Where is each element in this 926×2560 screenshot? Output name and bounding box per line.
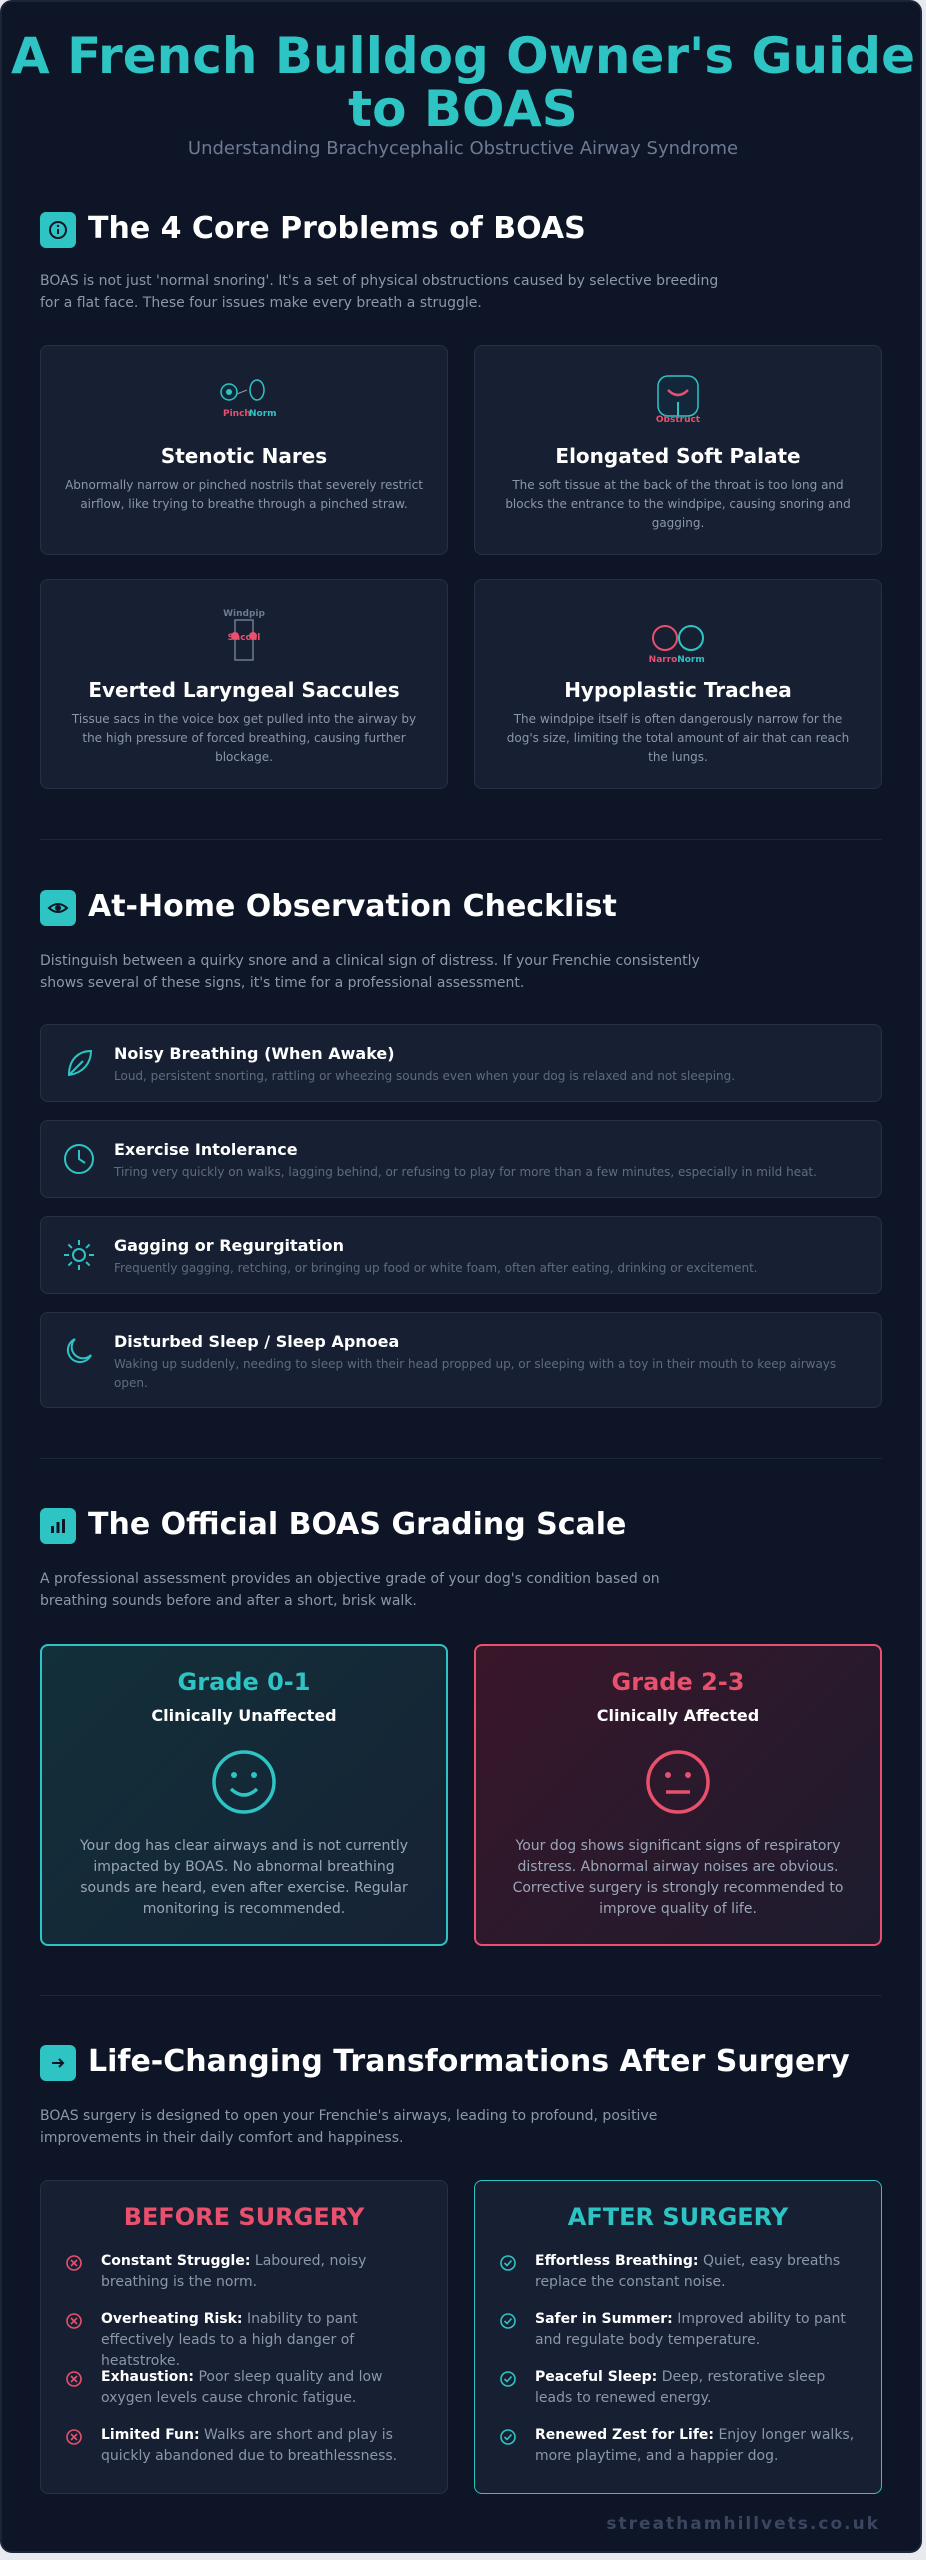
- footer-site-link[interactable]: streathamhillvets.co.uk: [606, 2514, 880, 2534]
- before-item-detail: Walks are short and play is quickly abandoned due to breathlessness.: [101, 2427, 398, 2464]
- problem-title: Stenotic Nares: [160, 444, 328, 468]
- check-circle-icon: [499, 2370, 517, 2392]
- arrow-right-icon: [40, 2045, 76, 2081]
- after-surgery-card: [474, 2180, 882, 2494]
- after-item-text: [535, 2309, 857, 2351]
- x-circle-icon: [65, 2370, 83, 2392]
- eye-icon: [40, 890, 76, 926]
- page-subtitle: Understanding Brachycephalic Obstructive Airway Syndrome: [187, 138, 739, 159]
- check-circle-icon: [499, 2428, 517, 2450]
- before-item-text: [101, 2309, 423, 2372]
- trachea-icon-label-narrow: Narro: [648, 655, 678, 665]
- check-circle-icon: [499, 2254, 517, 2276]
- x-circle-icon: [65, 2312, 83, 2334]
- after-surgery-title: AFTER SURGERY: [567, 2203, 789, 2231]
- neutral-face-icon: [644, 1748, 712, 1820]
- checklist-item-title: Disturbed Sleep / Sleep Apnoea: [114, 1332, 400, 1351]
- larynx-icon-label-windpipe: Windpip: [223, 609, 265, 619]
- before-item-label: Constant Struggle:: [101, 2253, 251, 2269]
- grade-title: Grade 2-3: [611, 1668, 745, 1696]
- section-intro-grading: A professional assessment provides an objective grade of your dog's condition based on breathing sounds before and after a short, brisk walk.: [40, 1571, 660, 1609]
- problem-description: Abnormally narrow or pinched nostrils that severely restrict airflow, like trying to breathe through a pinched straw.: [65, 478, 423, 511]
- problem-title: Hypoplastic Trachea: [564, 678, 792, 702]
- section-heading-checklist: At-Home Observation Checklist: [88, 889, 617, 924]
- checklist-item-title: Gagging or Regurgitation: [114, 1236, 344, 1255]
- grade-description: Your dog shows significant signs of respiratory distress. Abnormal airway noises are obvious. Corrective surgery is strongly recommended to improve quality of life.: [512, 1838, 844, 1917]
- problem-card-hypoplastic-trachea: [474, 579, 882, 789]
- trachea-icon-label-norm: Norm: [677, 655, 705, 665]
- section-heading-transformations: Life-Changing Transformations After Surgery: [88, 2044, 850, 2079]
- check-circle-icon: [499, 2312, 517, 2334]
- checklist-item-title: Noisy Breathing (When Awake): [114, 1044, 395, 1063]
- grade-subtitle: Clinically Affected: [596, 1706, 760, 1725]
- wind-icon: [61, 1045, 97, 1085]
- after-item-label: Peaceful Sleep:: [535, 2369, 658, 2385]
- nostrils-icon-label-pinch: Pinch: [223, 409, 251, 419]
- after-item-text: [535, 2251, 857, 2293]
- section-divider: [40, 1458, 882, 1459]
- section-heading-grading: The Official BOAS Grading Scale: [88, 1507, 627, 1542]
- section-intro-core-problems: BOAS is not just 'normal snoring'. It's a set of physical obstructions caused by selective breeding for a flat face. These four issues make every breath a struggle.: [40, 273, 719, 311]
- before-item-label: Exhaustion:: [101, 2369, 194, 2385]
- after-item-label: Renewed Zest for Life:: [535, 2427, 714, 2443]
- grade-title: Grade 0-1: [177, 1668, 311, 1696]
- checklist-item: [40, 1312, 882, 1408]
- title-line-1: A French Bulldog Owner's Guide: [10, 27, 915, 85]
- page-title: [2, 27, 924, 138]
- grade-subtitle: Clinically Unaffected: [151, 1706, 337, 1725]
- after-item-label: Effortless Breathing:: [535, 2253, 699, 2269]
- grade-card-affected: [474, 1644, 882, 1946]
- checklist-item-description: Frequently gagging, retching, or bringing up food or white foam, often after eating, drinking or excitement.: [114, 1261, 758, 1275]
- problem-card-everted-laryngeal-saccules: [40, 579, 448, 789]
- x-circle-icon: [65, 2254, 83, 2276]
- checklist-item: [40, 1120, 882, 1198]
- problem-card-stenotic-nares: [40, 345, 448, 555]
- after-item-detail: Enjoy longer walks, more playtime, and a happier dog.: [535, 2427, 855, 2464]
- nostrils-icon: [209, 372, 279, 426]
- section-divider: [40, 1995, 882, 1996]
- problem-title: Elongated Soft Palate: [555, 444, 801, 468]
- problem-title: Everted Laryngeal Saccules: [88, 678, 400, 702]
- section-intro-transformations: BOAS surgery is designed to open your Frenchie's airways, leading to profound, positive improvements in their daily comfort and happiness.: [40, 2108, 658, 2146]
- grade-card-unaffected: [40, 1644, 448, 1946]
- before-item-label: Limited Fun:: [101, 2427, 200, 2443]
- before-item-detail: Laboured, noisy breathing is the norm.: [101, 2253, 367, 2290]
- before-item-detail: Inability to pant effectively leads to a high danger of heatstroke.: [101, 2311, 358, 2369]
- checklist-item-description: Loud, persistent snorting, rattling or wheezing sounds even when your dog is relaxed and not sleeping.: [114, 1069, 736, 1083]
- soft-palate-icon: [643, 372, 713, 432]
- larynx-icon-label-saccules: Saccul: [227, 633, 261, 643]
- problem-description: The soft tissue at the back of the throat is too long and blocks the entrance to the windpipe, causing snoring and gagging.: [505, 478, 851, 530]
- checklist-item-description: Waking up suddenly, needing to sleep with their head propped up, or sleeping with a toy in their mouth to keep airways open.: [114, 1357, 837, 1390]
- section-divider: [40, 839, 882, 840]
- before-item-text: [101, 2251, 423, 2293]
- title-line-2: to BOAS: [348, 80, 578, 138]
- before-surgery-card: [40, 2180, 448, 2494]
- problem-description: The windpipe itself is often dangerously narrow for the dog's size, limiting the total amount of air that can reach the lungs.: [506, 712, 850, 764]
- checklist-item-title: Exercise Intolerance: [114, 1140, 298, 1159]
- after-item-label: Safer in Summer:: [535, 2311, 673, 2327]
- before-surgery-title: BEFORE SURGERY: [123, 2203, 365, 2231]
- checklist-item: [40, 1216, 882, 1294]
- after-item-detail: Quiet, easy breaths replace the constant noise.: [535, 2253, 841, 2290]
- after-item-text: [535, 2425, 857, 2467]
- section-heading-core-problems: The 4 Core Problems of BOAS: [88, 211, 586, 246]
- sun-icon: [61, 1237, 97, 1277]
- soft-palate-icon-label: Obstruct: [655, 415, 701, 425]
- larynx-icon: [209, 606, 279, 670]
- before-item-text: [101, 2425, 423, 2467]
- smile-icon: [210, 1748, 278, 1820]
- nostrils-icon-label-norm: Norm: [249, 409, 277, 419]
- info-icon: [40, 212, 76, 248]
- grade-description: Your dog has clear airways and is not currently impacted by BOAS. No abnormal breathing sounds are heard, even after exercise. Regular monitoring is recommended.: [79, 1838, 409, 1917]
- after-item-detail: Improved ability to pant and regulate body temperature.: [535, 2311, 846, 2348]
- x-circle-icon: [65, 2428, 83, 2450]
- problem-card-elongated-soft-palate: [474, 345, 882, 555]
- clock-icon: [61, 1141, 97, 1181]
- bar-chart-icon: [40, 1508, 76, 1544]
- problem-description: Tissue sacs in the voice box get pulled into the airway by the high pressure of forced breathing, causing further blockage.: [71, 712, 417, 764]
- after-item-detail: Deep, restorative sleep leads to renewed energy.: [535, 2369, 826, 2406]
- trachea-icon: [643, 606, 713, 670]
- moon-icon: [61, 1333, 97, 1373]
- checklist-item: [40, 1024, 882, 1102]
- before-item-text: [101, 2367, 423, 2409]
- before-item-detail: Poor sleep quality and low oxygen levels cause chronic fatigue.: [101, 2369, 383, 2406]
- section-intro-checklist: Distinguish between a quirky snore and a clinical sign of distress. If your Frenchie consistently shows several of these signs, it's time for a professional assessment.: [40, 953, 700, 991]
- after-item-text: [535, 2367, 857, 2409]
- before-item-label: Overheating Risk:: [101, 2311, 243, 2327]
- checklist-item-description: Tiring very quickly on walks, lagging behind, or refusing to play for more than a few minutes, especially in mild heat.: [114, 1165, 817, 1179]
